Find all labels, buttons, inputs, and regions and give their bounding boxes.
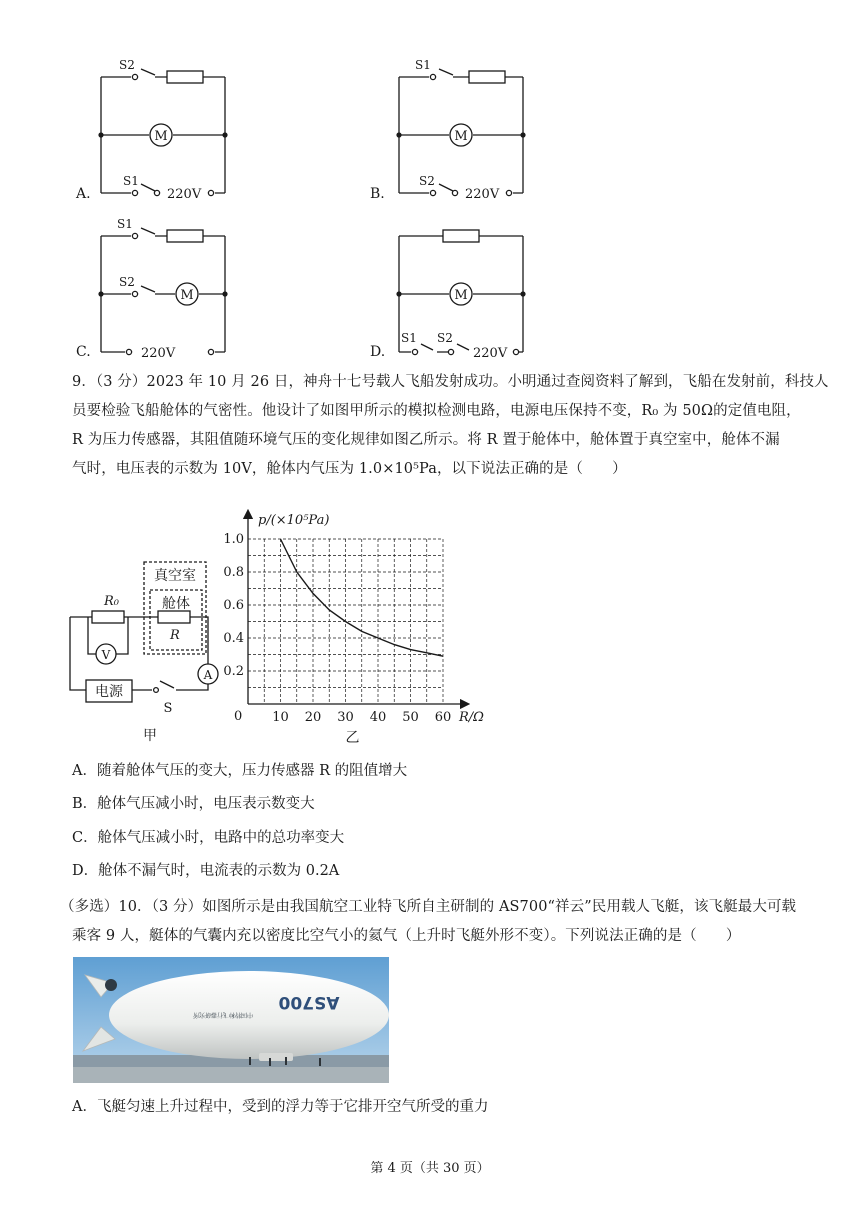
q9-line-4: 气时，电压表的示数为 10V，舱体内气压为 1.0×10⁵Pa，以下说法正确的是（ ） bbox=[72, 461, 627, 477]
q9-choice-d[interactable]: D．舱体不漏气时，电流表的示数为 0.2A bbox=[72, 863, 340, 879]
origin-label: 0 bbox=[234, 709, 243, 724]
voltage-label: 220V bbox=[465, 187, 500, 202]
q9-line-3: R 为压力传感器，其阻值随环境气压的变化规律如图乙所示。将 R 置于舱体中，舱体置于真空室中，舱体不漏 bbox=[72, 432, 780, 448]
y-tick-label: 0.2 bbox=[223, 664, 244, 679]
q10-choice-a[interactable]: A．飞艇匀速上升过程中，受到的浮力等于它排开空气所受的重力 bbox=[72, 1099, 489, 1115]
r0-label: R₀ bbox=[104, 594, 119, 609]
r-label: R bbox=[170, 628, 180, 643]
circuit-diagram-a bbox=[95, 55, 245, 205]
q9-choice-b[interactable]: B．舱体气压减小时，电压表示数变大 bbox=[72, 796, 315, 812]
switch-label-top: S1 bbox=[415, 58, 431, 72]
circuit-diagram-d bbox=[393, 214, 543, 364]
switch-label-2: S2 bbox=[437, 331, 453, 345]
q9-line-1: 9．（3 分）2023 年 10 月 26 日，神舟十七号载人飞船发射成功。小明通过查阅资料了解到，飞船在发射前，科技人 bbox=[72, 374, 829, 390]
airship-photo bbox=[73, 957, 389, 1083]
figure-yi-chart bbox=[223, 506, 508, 746]
switch-label-bottom: S2 bbox=[419, 174, 435, 188]
q9-choice-a[interactable]: A．随着舱体气压的变大，压力传感器 R 的阻值增大 bbox=[72, 763, 408, 779]
y-tick-label: 0.6 bbox=[223, 598, 244, 613]
figure-jia-circuit bbox=[64, 560, 234, 745]
power-source-label: 电源 bbox=[95, 684, 123, 700]
switch-s-label: S bbox=[163, 701, 173, 716]
y-tick-label: 1.0 bbox=[223, 532, 244, 547]
motor-label: M bbox=[180, 288, 194, 303]
x-tick-label: 10 bbox=[272, 710, 289, 725]
motor-label: M bbox=[454, 129, 468, 144]
voltage-label: 220V bbox=[141, 346, 176, 361]
q9-choice-c[interactable]: C．舱体气压减小时，电路中的总功率变大 bbox=[72, 830, 345, 846]
voltage-label: 220V bbox=[473, 346, 508, 361]
x-tick-label: 20 bbox=[304, 710, 322, 725]
question-10-stem bbox=[60, 893, 820, 951]
circuit-diagram-c bbox=[95, 214, 245, 364]
q9-line-2: 员要检验飞船舱体的气密性。他设计了如图甲所示的模拟检测电路，电源电压保持不变，R₀ 为 50Ω的定值电阻， bbox=[72, 403, 801, 419]
y-tick-label: 0.8 bbox=[223, 565, 244, 580]
figure-yi-caption: 乙 bbox=[345, 730, 360, 746]
vacuum-chamber-label: 真空室 bbox=[154, 568, 196, 584]
motor-label: M bbox=[154, 129, 168, 144]
x-tick-label: 60 bbox=[434, 710, 452, 725]
option-a-letter: A. bbox=[76, 186, 91, 202]
switch-label-top: S1 bbox=[117, 217, 133, 231]
y-tick-label: 0.4 bbox=[223, 631, 244, 646]
q10-line-1: （多选）10．（3 分）如图所示是由我国航空工业特飞所自主研制的 AS700“祥云”民用载人飞艇，该飞艇最大可载 bbox=[60, 899, 797, 915]
switch-label-1: S1 bbox=[401, 331, 417, 345]
switch-label-top: S2 bbox=[119, 58, 135, 72]
question-9-stem bbox=[72, 368, 829, 484]
x-tick-label: 40 bbox=[369, 710, 387, 725]
airship-side-text: 中国特种飞行器研究所 bbox=[192, 1011, 254, 1018]
option-c-letter: C. bbox=[76, 344, 91, 360]
voltage-label: 220V bbox=[167, 187, 202, 202]
option-d-letter: D. bbox=[370, 344, 386, 360]
switch-label-bottom: S1 bbox=[123, 174, 139, 188]
x-tick-label: 30 bbox=[337, 710, 354, 725]
cabin-label: 舱体 bbox=[162, 596, 190, 612]
voltmeter-label: V bbox=[101, 648, 111, 662]
ammeter-label: A bbox=[203, 668, 213, 682]
circuit-diagram-b bbox=[393, 55, 543, 205]
page-footer: 第 4 页（共 30 页） bbox=[370, 1161, 490, 1176]
figure-jia-caption: 甲 bbox=[143, 728, 157, 744]
y-axis-label: p/(×10⁵Pa) bbox=[258, 513, 330, 528]
motor-label: M bbox=[454, 288, 468, 303]
airship-hull-text: AS700 bbox=[278, 992, 340, 1012]
q10-line-2: 乘客 9 人，艇体的气囊内充以密度比空气小的氦气（上升时飞艇外形不变）。下列说法正确的是（ ） bbox=[72, 928, 741, 944]
option-b-letter: B. bbox=[370, 186, 385, 202]
chart-ticks bbox=[223, 532, 451, 725]
x-axis-label: R/Ω bbox=[459, 710, 484, 725]
x-tick-label: 50 bbox=[402, 710, 419, 725]
switch-label-mid: S2 bbox=[119, 275, 135, 289]
